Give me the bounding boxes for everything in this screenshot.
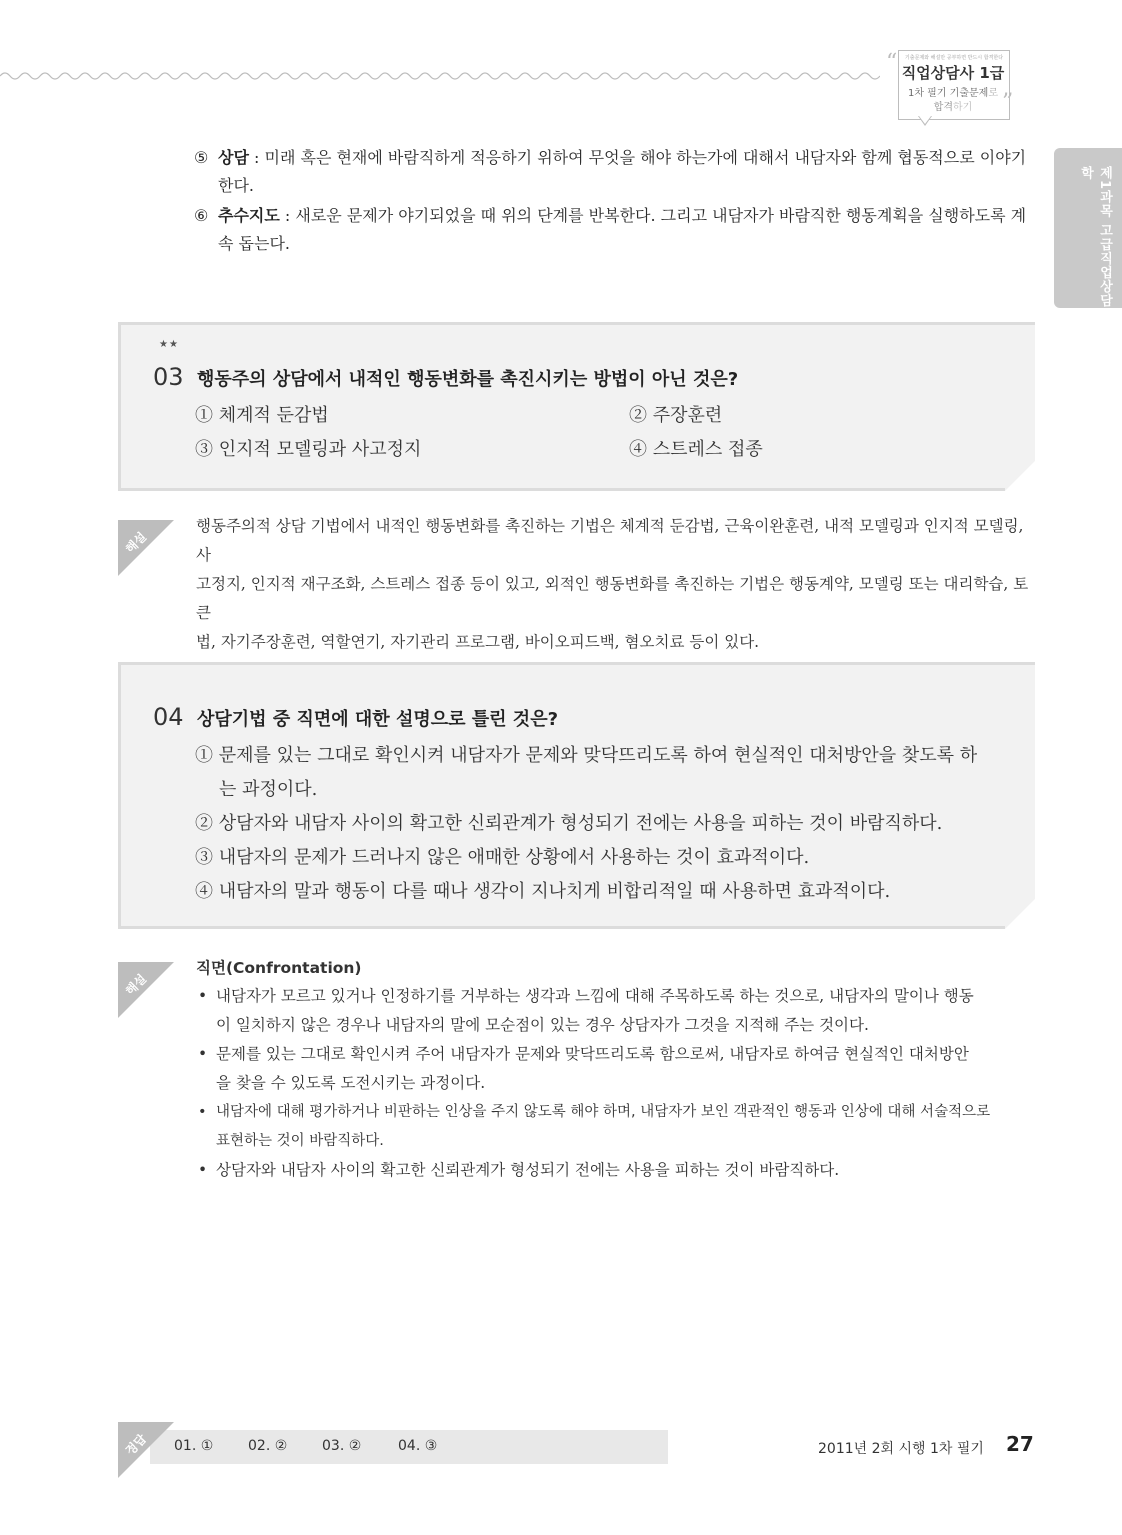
answer-item: 02. ② bbox=[248, 1438, 288, 1454]
option-1: ① 체계적 둔감법 bbox=[195, 405, 329, 426]
explanation-line: 행동주의적 상담 기법에서 내적인 행동변화를 촉진하는 기법은 체계적 둔감법, 근육이완훈련, 내적 모델링과 인지적 모델링, 사 bbox=[196, 517, 1024, 564]
answer-item: 04. ③ bbox=[398, 1438, 438, 1454]
question-box-04 bbox=[118, 662, 1035, 929]
header-wave-line bbox=[0, 66, 880, 86]
exam-info: 2011년 2회 시행 1차 필기 bbox=[818, 1441, 984, 1457]
close-quote-icon: ” bbox=[1002, 90, 1014, 115]
question-text: 상담기법 중 직면에 대한 설명으로 틀린 것은? bbox=[197, 709, 559, 730]
page-number: 27 bbox=[1006, 1432, 1034, 1456]
logo-subtitle: 1차 필기 기출문제로 bbox=[907, 88, 998, 99]
item-term: 상담 bbox=[218, 148, 249, 167]
question-number: 04 bbox=[153, 703, 184, 731]
logo-title: 직업상담사 1급 bbox=[901, 64, 1005, 82]
difficulty-stars: ★★ bbox=[159, 339, 179, 350]
option-1-cont: 는 과정이다. bbox=[219, 779, 318, 800]
question-box-03 bbox=[118, 322, 1035, 491]
item-term: 추수지도 bbox=[218, 206, 280, 225]
open-quote-icon: “ bbox=[886, 50, 898, 75]
list-item: • 내담자에 대해 평가하거나 비판하는 인상을 주지 않도록 해야 하며, 내담자가 보인 객관적인 행동과 인상에 대해 서술적으로 표현하는 것이 바람직하다. bbox=[198, 1104, 991, 1149]
chapter-side-tab-label: 제1과목 고급직업상담학 bbox=[1078, 166, 1112, 308]
logo-tagline: 기출문제와 해설만 공부하면 반드시 합격한다 bbox=[904, 55, 1004, 61]
option-3: ③ 인지적 모델링과 사고정지 bbox=[195, 439, 422, 460]
option-1: ① 문제를 있는 그대로 확인시켜 내담자가 문제와 맞닥뜨리도록 하여 현실적인 대처방안을 찾도록 하 bbox=[195, 745, 978, 766]
logo-subtitle-2: 합격하기 bbox=[933, 102, 973, 113]
explanation-badge: 해설 bbox=[118, 520, 174, 576]
list-item: ⑤ 상담 : 미래 혹은 현재에 바람직하게 적응하기 위하여 무엇을 해야 하는가에 대해서 내담자와 함께 협동적으로 이야기 한다. bbox=[194, 148, 1027, 195]
list-item: • 내담자가 모르고 있거나 인정하기를 거부하는 생각과 느낌에 대해 주목하도록 하는 것으로, 내담자의 말이나 행동 이 일치하지 않은 경우나 내담자의 말에 모순점이 있는 경우 상담자가 그것을 지적해 주는 것이다. bbox=[198, 987, 974, 1034]
explanation-03 bbox=[196, 512, 1032, 657]
answer-badge: 정답 bbox=[118, 1422, 174, 1478]
list-item: • 문제를 있는 그대로 확인시켜 주어 내담자가 문제와 맞닥뜨리도록 함으로써, 내담자로 하여금 현실적인 대처방안 을 찾을 수 있도록 도전시키는 과정이다. bbox=[198, 1045, 969, 1092]
explanation-line: 고정지, 인지적 재구조화, 스트레스 접종 등이 있고, 외적인 행동변화를 촉진하는 기법은 행동계약, 모델링 또는 대리학습, 토큰 bbox=[196, 575, 1029, 622]
explanation-line: 법, 자기주장훈련, 역할연기, 자기관리 프로그램, 바이오피드백, 혐오치료 등이 있다. bbox=[196, 633, 760, 651]
answer-item: 01. ① bbox=[174, 1438, 214, 1454]
option-3: ③ 내담자의 문제가 드러나지 않은 애매한 상황에서 사용하는 것이 효과적이다. bbox=[195, 847, 810, 868]
option-4: ④ 스트레스 접종 bbox=[629, 439, 763, 460]
explanation-title: 직면(Confrontation) bbox=[196, 959, 362, 977]
explanation-badge: 해설 bbox=[118, 962, 174, 1018]
option-2: ② 상담자와 내담자 사이의 확고한 신뢰관계가 형성되기 전에는 사용을 피하는 것이 바람직하다. bbox=[195, 813, 943, 834]
chapter-side-tab bbox=[1054, 148, 1122, 308]
list-item: ⑥ 추수지도 : 새로운 문제가 야기되었을 때 위의 단계를 반복한다. 그리고 내담자가 바람직한 행동계획을 실행하도록 계 속 돕는다. bbox=[194, 206, 1027, 253]
option-2: ② 주장훈련 bbox=[629, 405, 723, 426]
question-number: 03 bbox=[153, 363, 184, 391]
question-text: 행동주의 상담에서 내적인 행동변화를 촉진시키는 방법이 아닌 것은? bbox=[197, 369, 739, 390]
list-item: • 상담자와 내담자 사이의 확고한 신뢰관계가 형성되기 전에는 사용을 피하는 것이 바람직하다. bbox=[198, 1161, 840, 1179]
book-logo-badge bbox=[886, 50, 1014, 130]
option-4: ④ 내담자의 말과 행동이 다를 때나 생각이 지나치게 비합리적일 때 사용하면 효과적이다. bbox=[195, 881, 891, 902]
answer-item: 03. ② bbox=[322, 1438, 362, 1454]
